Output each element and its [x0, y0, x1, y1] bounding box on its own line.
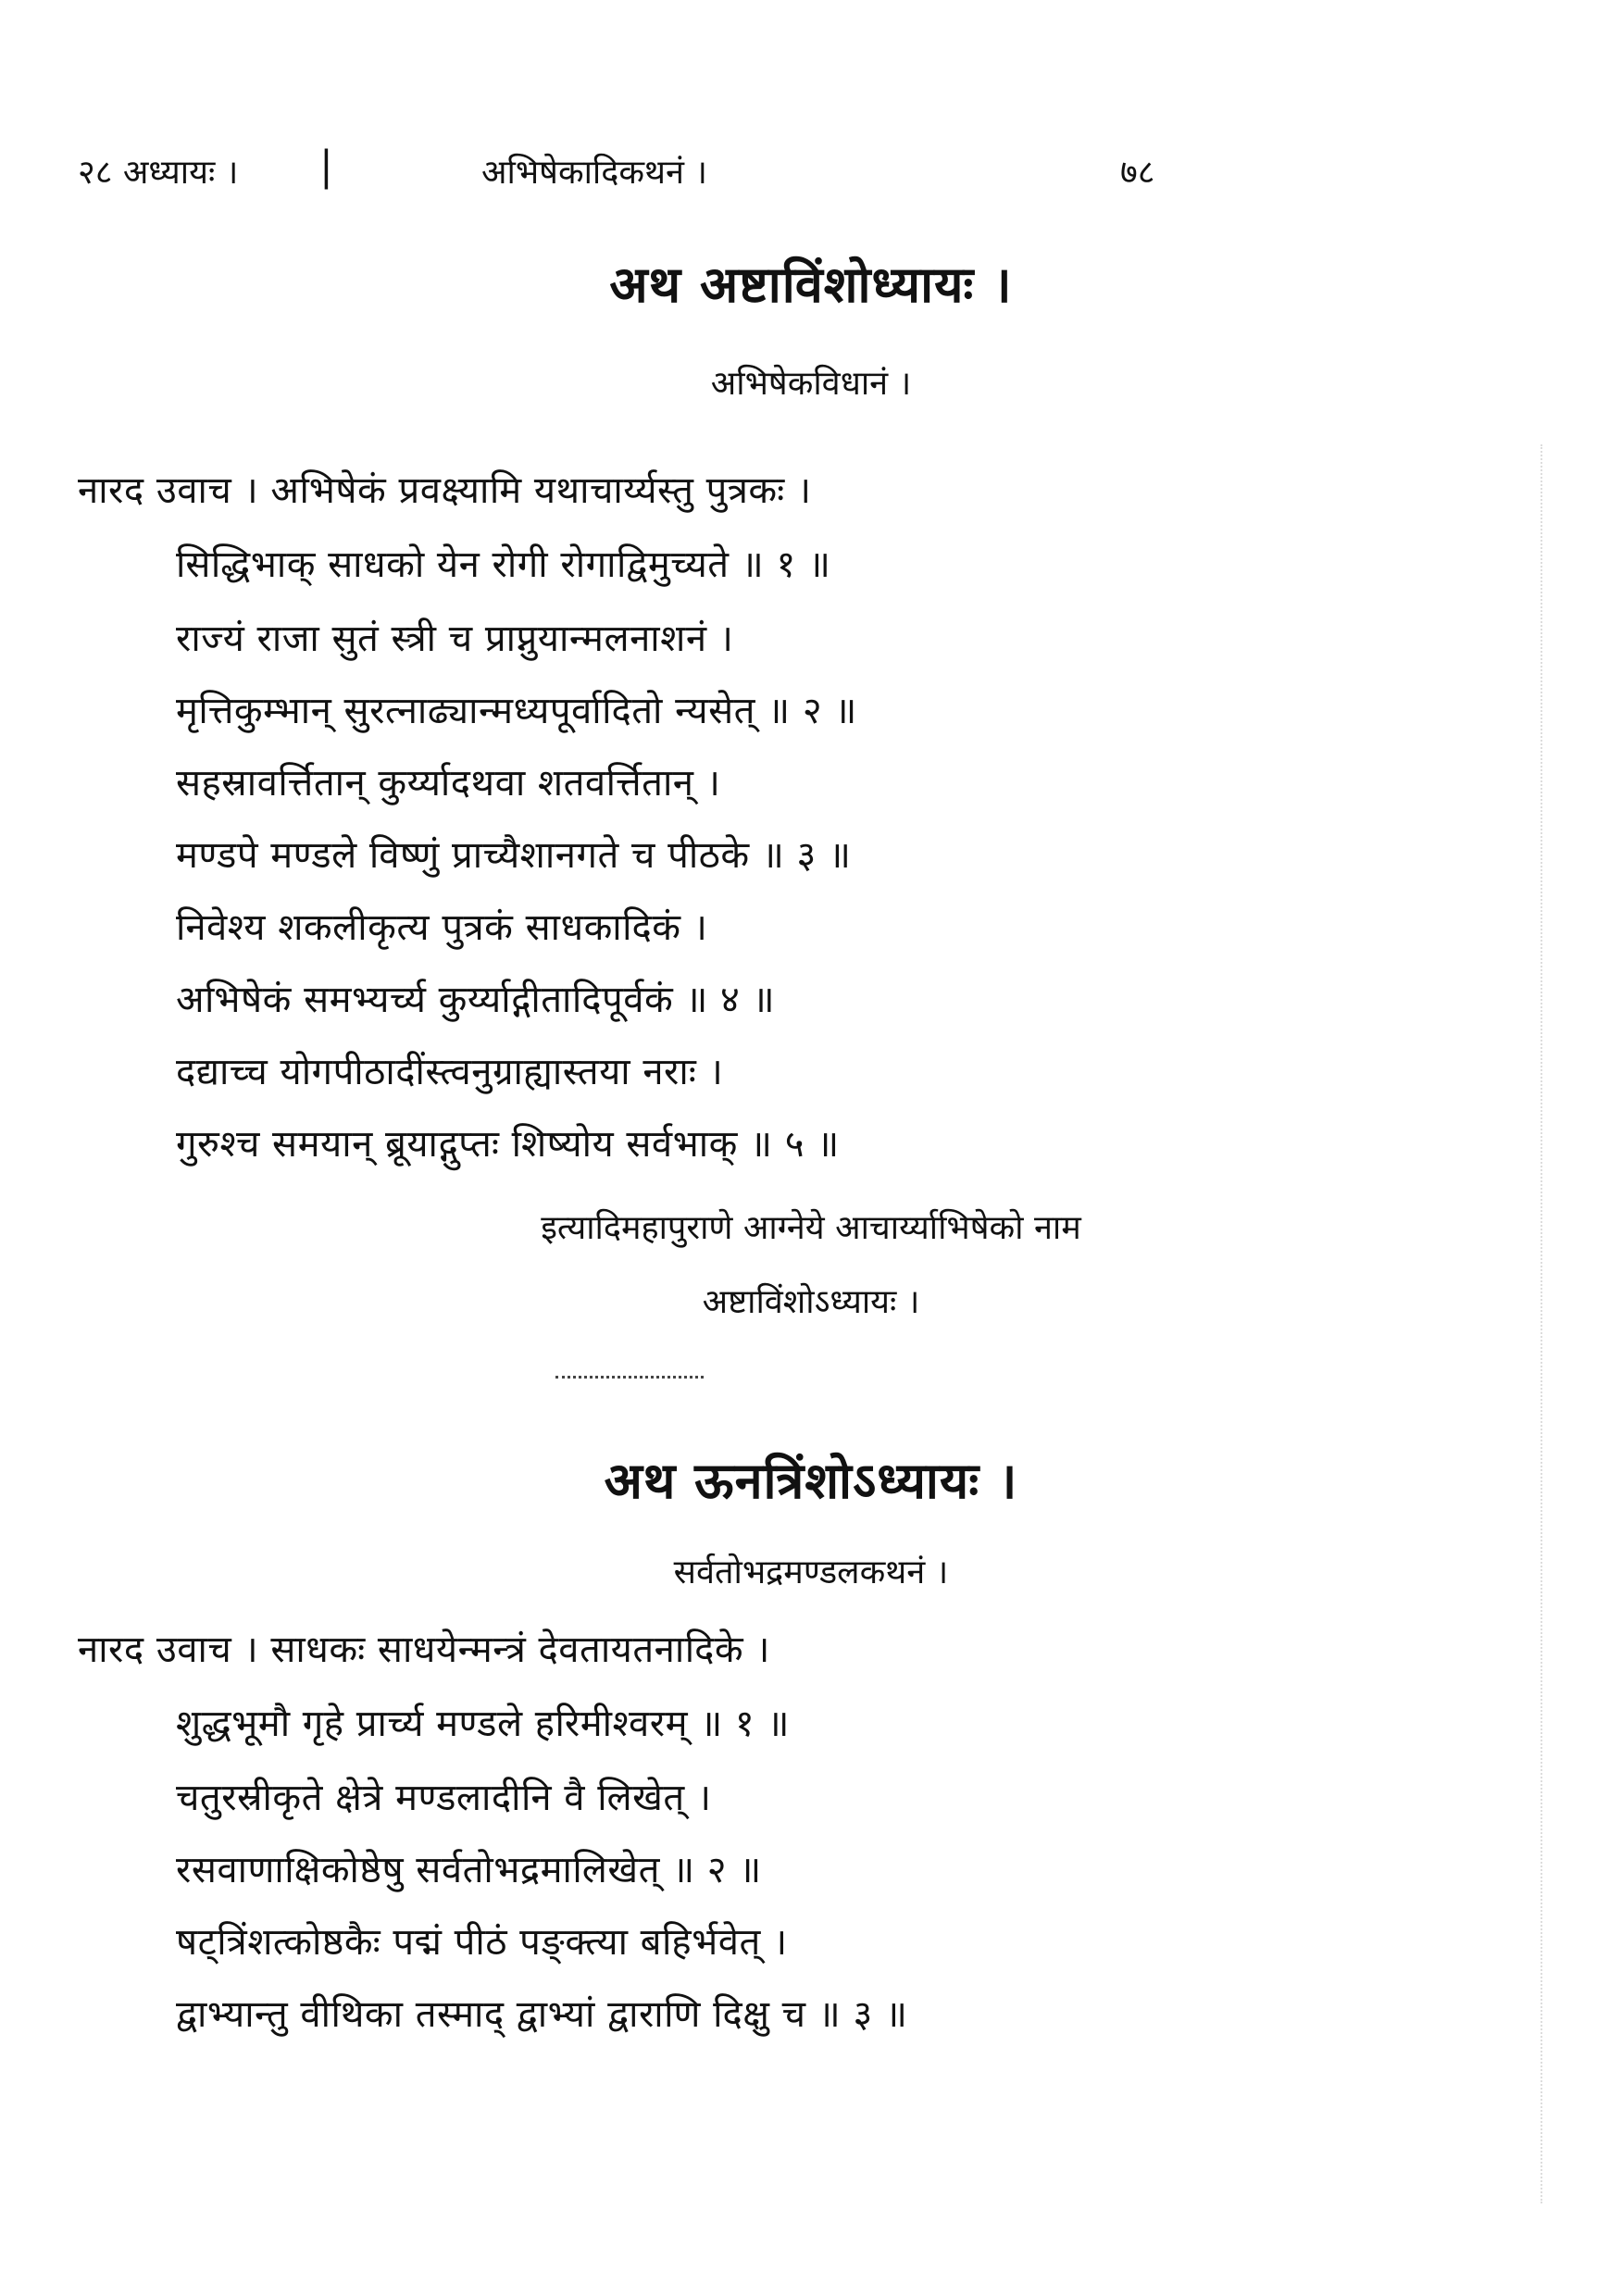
verse-line: नारद उवाच । साधकः साधयेन्मन्त्रं देवतायतनादिके ।	[78, 1628, 770, 1671]
section-divider	[555, 1376, 704, 1379]
running-head-chapter: २८ अध्यायः ।	[78, 154, 239, 192]
running-head	[0, 143, 1622, 204]
chapter-29-subtitle: सर्वतोभद्रमण्डलकथनं ।	[673, 1554, 949, 1591]
verse-line: सहस्रावर्त्तितान् कुर्य्यादथवा शतवर्त्तितान् ।	[176, 762, 721, 805]
chapter-28-title: अथ अष्टाविंशोध्यायः ।	[609, 255, 1013, 314]
verse-line: राज्यं राजा सुतं स्त्री च प्राप्नुयान्मलनाशनं ।	[176, 618, 734, 660]
verse-line: दद्याच्च योगपीठादींस्त्वनुग्राह्यास्तया नराः ।	[176, 1051, 724, 1093]
verse-line: गुरुश्च समयान् ब्रूयाद्गुप्तः शिष्योय सर्वभाक् ॥ ५ ॥	[176, 1123, 840, 1166]
chapter-28-colophon-line-2: अष्टाविंशोऽध्यायः ।	[702, 1283, 920, 1321]
verse-line: चतुरस्रीकृते क्षेत्रे मण्डलादीनि वै लिखेत् ।	[176, 1777, 712, 1819]
verse-line: मण्डपे मण्डले विष्णुं प्राच्यैशानगते च पीठके ॥ ३ ॥	[176, 834, 852, 877]
verse-line: द्वाभ्यान्तु वीथिका तस्माद् द्वाभ्यां द्वाराणि दिक्षु च ॥ ३ ॥	[176, 1993, 908, 2036]
chapter-28-subtitle: अभिषेकविधानं ।	[710, 365, 912, 403]
chapter-28-colophon-line-1: इत्यादिमहापुराणे आग्नेये आचार्य्याभिषेको नाम	[541, 1209, 1081, 1247]
verse-line: सिद्धिभाक् साधको येन रोगी रोगाद्विमुच्यते ॥ १ ॥	[176, 543, 831, 586]
verse-line: निवेश्य शकलीकृत्य पुत्रकं साधकादिकं ।	[176, 906, 708, 949]
running-head-title: अभिषेकादिकथनं ।	[481, 154, 708, 192]
verse-line: शुद्धभूमौ गृहे प्रार्च्य मण्डले हरिमीश्वरम् ॥ १ ॥	[176, 1703, 790, 1745]
verse-line: नारद उवाच । अभिषेकं प्रवक्ष्यामि यथाचार्य्यस्तु पुत्रकः ।	[78, 469, 812, 512]
verse-line: मृत्तिकुम्भान् सुरत्नाढ्यान्मध्यपूर्वादितो न्यसेत् ॥ २ ॥	[176, 690, 857, 732]
chapter-29-title: अथ ऊनत्रिंशोऽध्यायः ।	[604, 1451, 1018, 1510]
page-number: ७८	[1120, 154, 1155, 192]
verse-line: रसवाणाक्षिकोष्ठेषु सर्वतोभद्रमालिखेत् ॥ २ ॥	[176, 1849, 762, 1891]
verse-line: षट्त्रिंशत्कोष्ठकैः पद्मं पीठं पङ्क्त्या बहिर्भवेत् ।	[176, 1921, 788, 1964]
verse-line: अभिषेकं समभ्यर्च्य कुर्य्याद्गीतादिपूर्वकं ॥ ४ ॥	[176, 979, 776, 1021]
scan-margin-mark	[1541, 444, 1542, 2203]
running-head-rule: |	[319, 143, 333, 190]
